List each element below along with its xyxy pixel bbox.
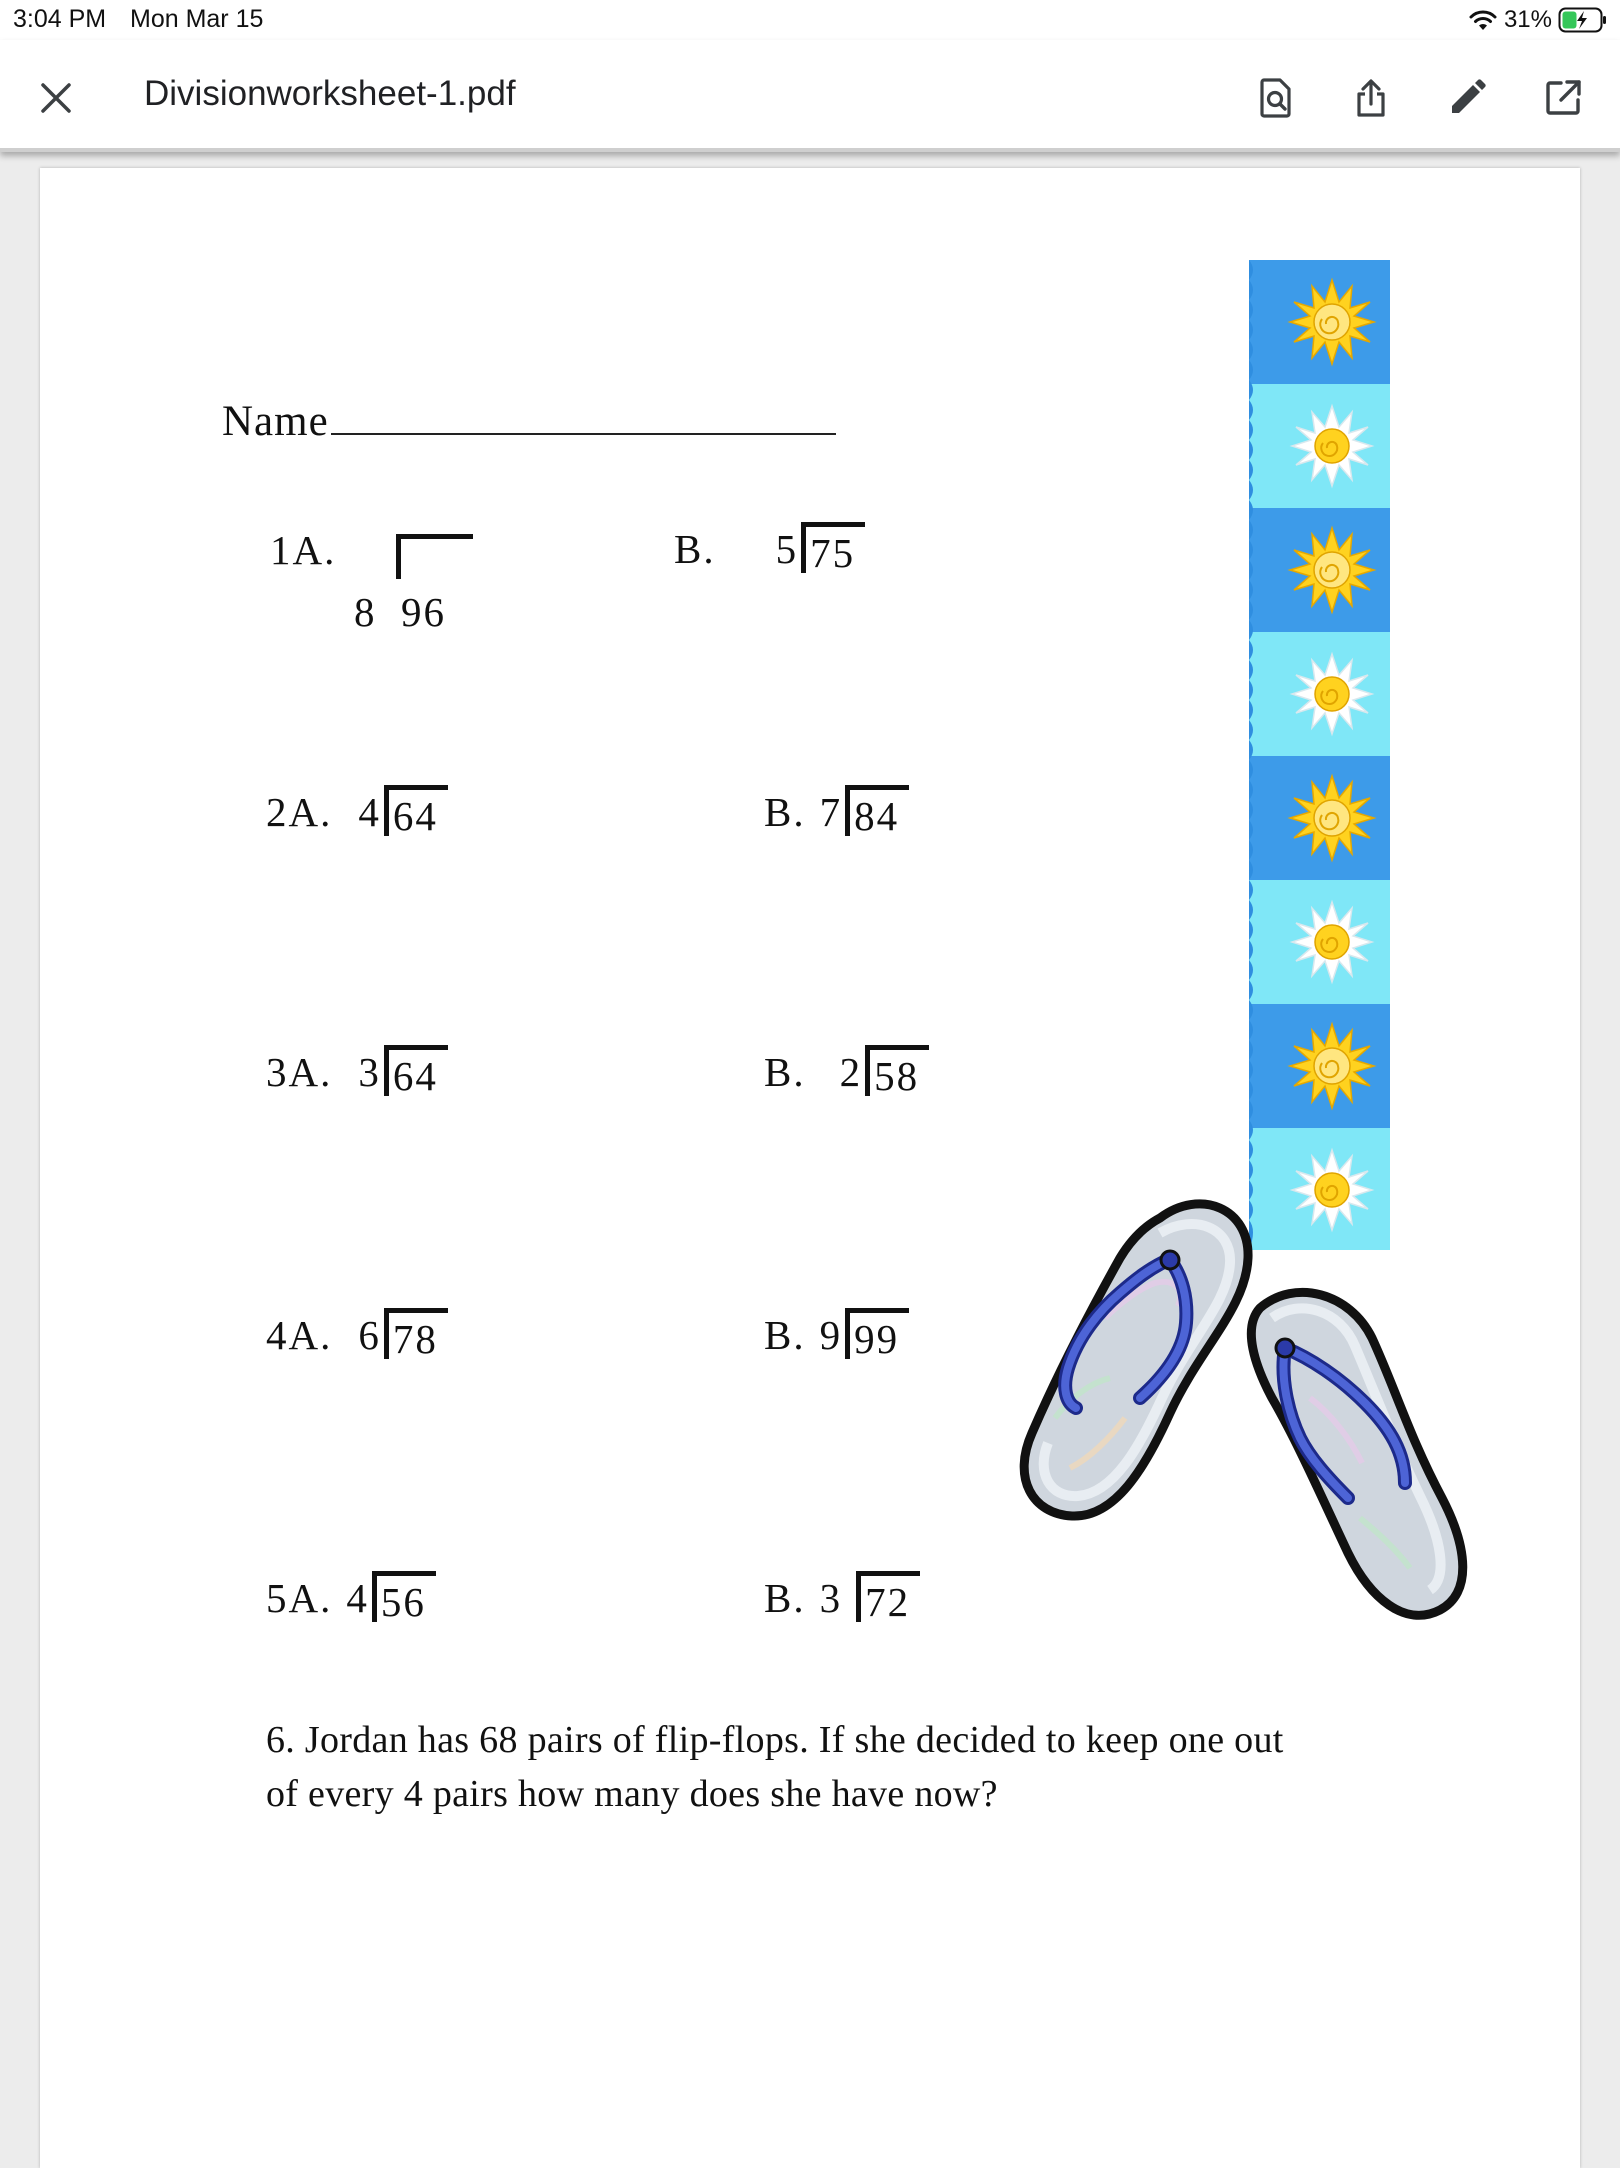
find-in-page-icon — [1255, 77, 1297, 119]
status-bar — [0, 0, 1620, 40]
name-blank-line — [331, 393, 836, 435]
divisor: 8 — [354, 589, 377, 635]
long-division — [346, 1571, 436, 1625]
word-problem-line-2: of every 4 pairs how many does she have now? — [266, 1773, 998, 1815]
dividend: 96 — [401, 589, 446, 635]
problem-5a — [266, 1571, 436, 1625]
open-external-button[interactable] — [1535, 70, 1591, 126]
dividend: 78 — [384, 1308, 448, 1359]
long-division — [358, 785, 448, 839]
problem-2b — [764, 785, 909, 839]
problem-label: B. — [674, 526, 716, 572]
dividend: 56 — [372, 1571, 436, 1622]
problem-label: 3A. — [266, 1049, 333, 1095]
long-division — [358, 1308, 448, 1362]
problem-label: 5A. — [266, 1575, 333, 1621]
sun-border-strip — [1249, 260, 1390, 1250]
problem-2a — [266, 785, 448, 839]
name-field — [222, 393, 836, 446]
find-in-page-button[interactable] — [1248, 70, 1304, 126]
long-division — [358, 1045, 448, 1099]
problem-4a — [266, 1308, 448, 1362]
close-button[interactable] — [30, 72, 82, 124]
left-flip-flop — [1024, 1204, 1248, 1516]
pdf-viewer-toolbar — [0, 40, 1620, 152]
edit-pencil-icon — [1446, 77, 1488, 119]
problem-5b — [764, 1571, 920, 1625]
problem-4b — [764, 1308, 909, 1362]
name-label: Name — [222, 398, 329, 445]
divisor: 6 — [358, 1312, 381, 1358]
division-bracket — [396, 534, 473, 579]
problem-3a — [266, 1045, 448, 1099]
right-flip-flop — [1251, 1292, 1462, 1615]
edit-button[interactable] — [1439, 70, 1495, 126]
divisor: 7 — [819, 789, 843, 835]
problem-label: 4A. — [266, 1312, 333, 1358]
word-problem-line-1: 6. Jordan has 68 pairs of flip-flops. If she decided to keep one out — [266, 1719, 1284, 1761]
battery-percent: 31% — [1503, 6, 1552, 33]
long-division — [819, 785, 910, 839]
share-icon — [1350, 77, 1392, 119]
dividend: 64 — [384, 785, 448, 836]
word-problem — [266, 1713, 1446, 1821]
problem-1a-numbers — [354, 588, 446, 636]
open-in-new-icon — [1542, 77, 1584, 119]
problem-label: 2A. — [266, 789, 333, 835]
divisor: 4 — [346, 1575, 369, 1621]
wifi-icon — [1468, 9, 1498, 31]
status-time: 3:04 PM — [13, 5, 107, 33]
long-division — [819, 1308, 910, 1362]
share-button[interactable] — [1343, 70, 1399, 126]
dividend: 72 — [856, 1571, 920, 1622]
problem-1a — [270, 526, 362, 574]
problem-1b — [674, 522, 865, 576]
divisor: 4 — [358, 789, 381, 835]
problem-label: B. — [764, 1575, 806, 1621]
divisor: 9 — [819, 1312, 843, 1358]
problem-3b — [764, 1045, 929, 1099]
problem-label: B. — [764, 1049, 806, 1095]
long-division — [775, 522, 866, 576]
dividend: 75 — [801, 522, 865, 573]
dividend: 99 — [845, 1308, 909, 1359]
divisor: 2 — [839, 1049, 863, 1095]
problem-label: 1A. — [270, 527, 337, 573]
long-division — [819, 1571, 921, 1625]
document-title: Divisionworksheet-1.pdf — [144, 74, 516, 113]
problem-label: B. — [764, 1312, 806, 1358]
flip-flops-clipart — [1010, 1198, 1510, 1678]
dividend: 64 — [384, 1045, 448, 1096]
pdf-page — [40, 168, 1580, 2168]
status-date: Mon Mar 15 — [130, 5, 264, 33]
close-icon — [39, 81, 73, 115]
divisor: 3 — [358, 1049, 381, 1095]
divisor: 5 — [775, 526, 799, 572]
problem-label: B. — [764, 789, 806, 835]
dividend: 58 — [865, 1045, 929, 1096]
status-right — [1468, 4, 1608, 36]
battery-charging-icon — [1558, 7, 1608, 33]
divisor: 3 — [819, 1575, 843, 1621]
long-division — [839, 1045, 930, 1099]
dividend: 84 — [845, 785, 909, 836]
